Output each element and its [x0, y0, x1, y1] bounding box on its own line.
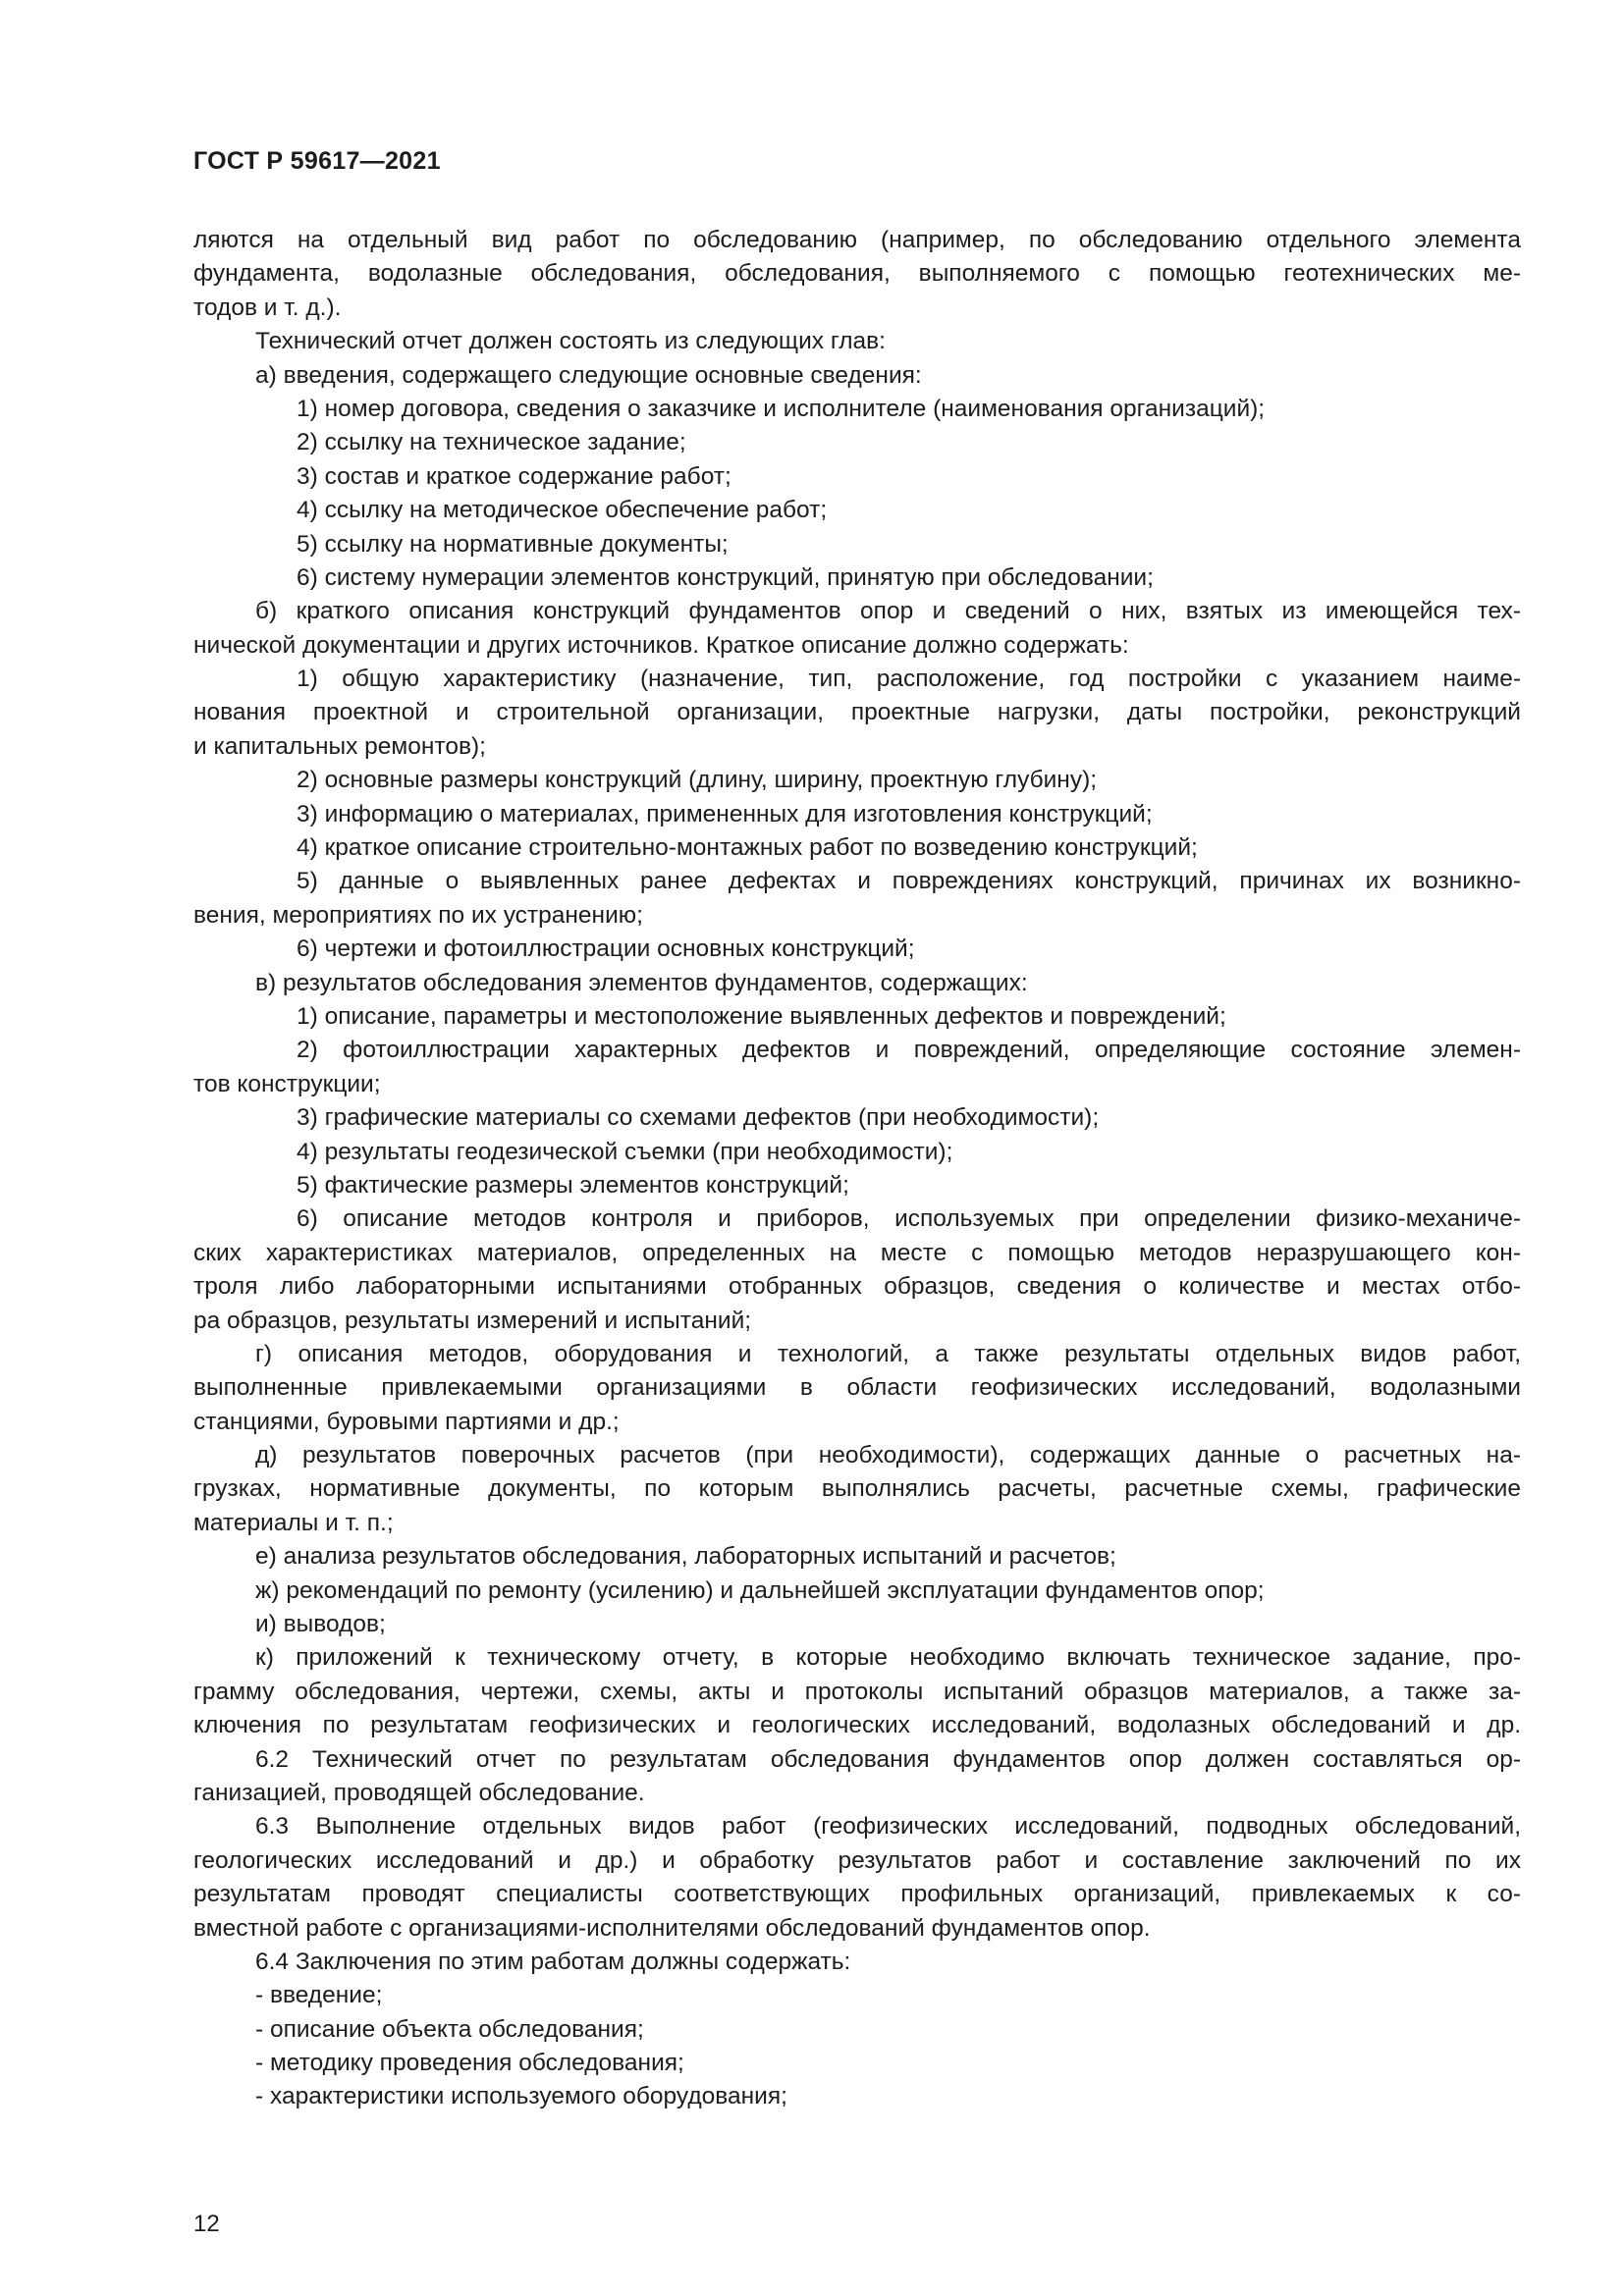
- text-line: 5) фактические размеры элементов конструкций;: [297, 1171, 849, 1199]
- text-line: 3) графические материалы со схемами дефектов (при необходимости);: [297, 1104, 1100, 1132]
- text-line: - методику проведения обследования;: [255, 2050, 684, 2077]
- text-line: 5) данные о выявленных ранее дефектах и повреждениях конструкций, причинах их возникно-: [297, 868, 1521, 895]
- text-line: и) выводов;: [255, 1611, 386, 1638]
- text-line: ра образцов, результаты измерений и испытаний;: [193, 1307, 752, 1334]
- text-line: 1) номер договора, сведения о заказчике и исполнителе (наименования организаций);: [297, 395, 1266, 422]
- text-line: ских характеристиках материалов, определенных на месте с помощью методов неразрушающего кон-: [193, 1239, 1521, 1266]
- text-line: 5) ссылку на нормативные документы;: [297, 530, 729, 558]
- text-line: результатам проводят специалисты соответствующих профильных организаций, привлекаемых к со-: [193, 1881, 1521, 1908]
- text-line: станциями, буровыми партиями и др.;: [193, 1408, 620, 1435]
- text-line: 3) информацию о материалах, примененных для изготовления конструкций;: [297, 800, 1153, 828]
- text-line: и капитальных ремонтов);: [193, 732, 486, 760]
- text-line: а) введения, содержащего следующие основные сведения:: [255, 361, 922, 389]
- text-line: 6.4 Заключения по этим работам должны содержать:: [255, 1948, 851, 1975]
- text-line: б) краткого описания конструкций фундаментов опор и сведений о них, взятых из имеющейся тех-: [255, 598, 1521, 625]
- text-line: нования проектной и строительной организации, проектные нагрузки, даты постройки, реконструкций: [193, 699, 1521, 726]
- text-line: 1) общую характеристику (назначение, тип, расположение, год постройки с указанием наиме-: [297, 666, 1521, 693]
- text-line: вместной работе с организациями-исполнителями обследований фундаментов опор.: [193, 1914, 1151, 1942]
- text-line: ключения по результатам геофизических и геологических исследований, водолазных обследований и др.: [193, 1712, 1521, 1739]
- text-line: 2) основные размеры конструкций (длину, ширину, проектную глубину);: [297, 767, 1098, 794]
- text-line: геологических исследований и др.) и обработку результатов работ и составление заключений по их: [193, 1846, 1521, 1874]
- text-line: - введение;: [255, 1982, 383, 2009]
- text-line: Технический отчет должен состоять из следующих глав:: [255, 328, 886, 355]
- text-line: 6.3 Выполнение отдельных видов работ (геофизических исследований, подводных обследований,: [255, 1813, 1521, 1841]
- text-line: троля либо лабораторными испытаниями отобранных образцов, сведения о количестве и местах отбо-: [193, 1273, 1521, 1301]
- text-line: 4) результаты геодезической съемки (при необходимости);: [297, 1138, 953, 1165]
- text-line: ж) рекомендаций по ремонту (усилению) и дальнейшей эксплуатации фундаментов опор;: [255, 1576, 1265, 1604]
- text-line: ляются на отдельный вид работ по обследованию (например, по обследованию отдельного элемента: [193, 227, 1521, 253]
- text-line: 2) фотоиллюстрации характерных дефектов и повреждений, определяющие состояние элемен-: [297, 1037, 1521, 1064]
- document-code-header: ГОСТ Р 59617—2021: [193, 147, 441, 175]
- text-line: к) приложений к техническому отчету, в которые необходимо включать техническое задание, про-: [255, 1644, 1521, 1672]
- text-line: 6) описание методов контроля и приборов, используемых при определении физико-механиче-: [297, 1205, 1521, 1233]
- text-line: материалы и т. п.;: [193, 1509, 394, 1536]
- page-number: 12: [193, 2211, 220, 2237]
- text-line: вения, мероприятиях по их устранению;: [193, 901, 643, 929]
- text-line: 4) краткое описание строительно-монтажных работ по возведению конструкций;: [297, 834, 1198, 862]
- text-line: - описание объекта обследования;: [255, 2015, 644, 2043]
- text-line: грузках, нормативные документы, по которым выполнялись расчеты, расчетные схемы, графические: [193, 1475, 1521, 1503]
- text-line: 3) состав и краткое содержание работ;: [297, 462, 731, 490]
- text-line: ганизацией, проводящей обследование.: [193, 1779, 645, 1806]
- text-line: г) описания методов, оборудования и технологий, а также результаты отдельных видов работ,: [255, 1340, 1521, 1367]
- text-line: тодов и т. д.).: [193, 294, 342, 321]
- text-line: 2) ссылку на техническое задание;: [297, 429, 686, 456]
- text-line: фундамента, водолазные обследования, обследования, выполняемого с помощью геотехнических ме-: [193, 260, 1521, 288]
- text-line: 1) описание, параметры и местоположение выявленных дефектов и повреждений;: [297, 1002, 1226, 1030]
- document-body: [193, 224, 1521, 2114]
- text-line: в) результатов обследования элементов фундаментов, содержащих:: [255, 969, 1028, 996]
- text-line: тов конструкции;: [193, 1070, 381, 1097]
- text-line: грамму обследования, чертежи, схемы, акты и протоколы испытаний образцов материалов, а также за-: [193, 1678, 1521, 1705]
- text-line: 6) чертежи и фотоиллюстрации основных конструкций;: [297, 935, 915, 963]
- text-line: - характеристики используемого оборудования;: [255, 2083, 787, 2110]
- text-line: 4) ссылку на методическое обеспечение работ;: [297, 497, 828, 524]
- text-line: 6.2 Технический отчет по результатам обследования фундаментов опор должен составляться ор-: [255, 1745, 1521, 1773]
- text-line: выполненные привлекаемыми организациями в области геофизических исследований, водолазными: [193, 1374, 1521, 1402]
- text-line: д) результатов поверочных расчетов (при необходимости), содержащих данные о расчетных на-: [255, 1442, 1521, 1469]
- text-line: 6) систему нумерации элементов конструкций, принятую при обследовании;: [297, 563, 1154, 591]
- text-line: е) анализа результатов обследования, лабораторных испытаний и расчетов;: [255, 1543, 1116, 1571]
- text-line: нической документации и других источников. Краткое описание должно содержать:: [193, 631, 1129, 659]
